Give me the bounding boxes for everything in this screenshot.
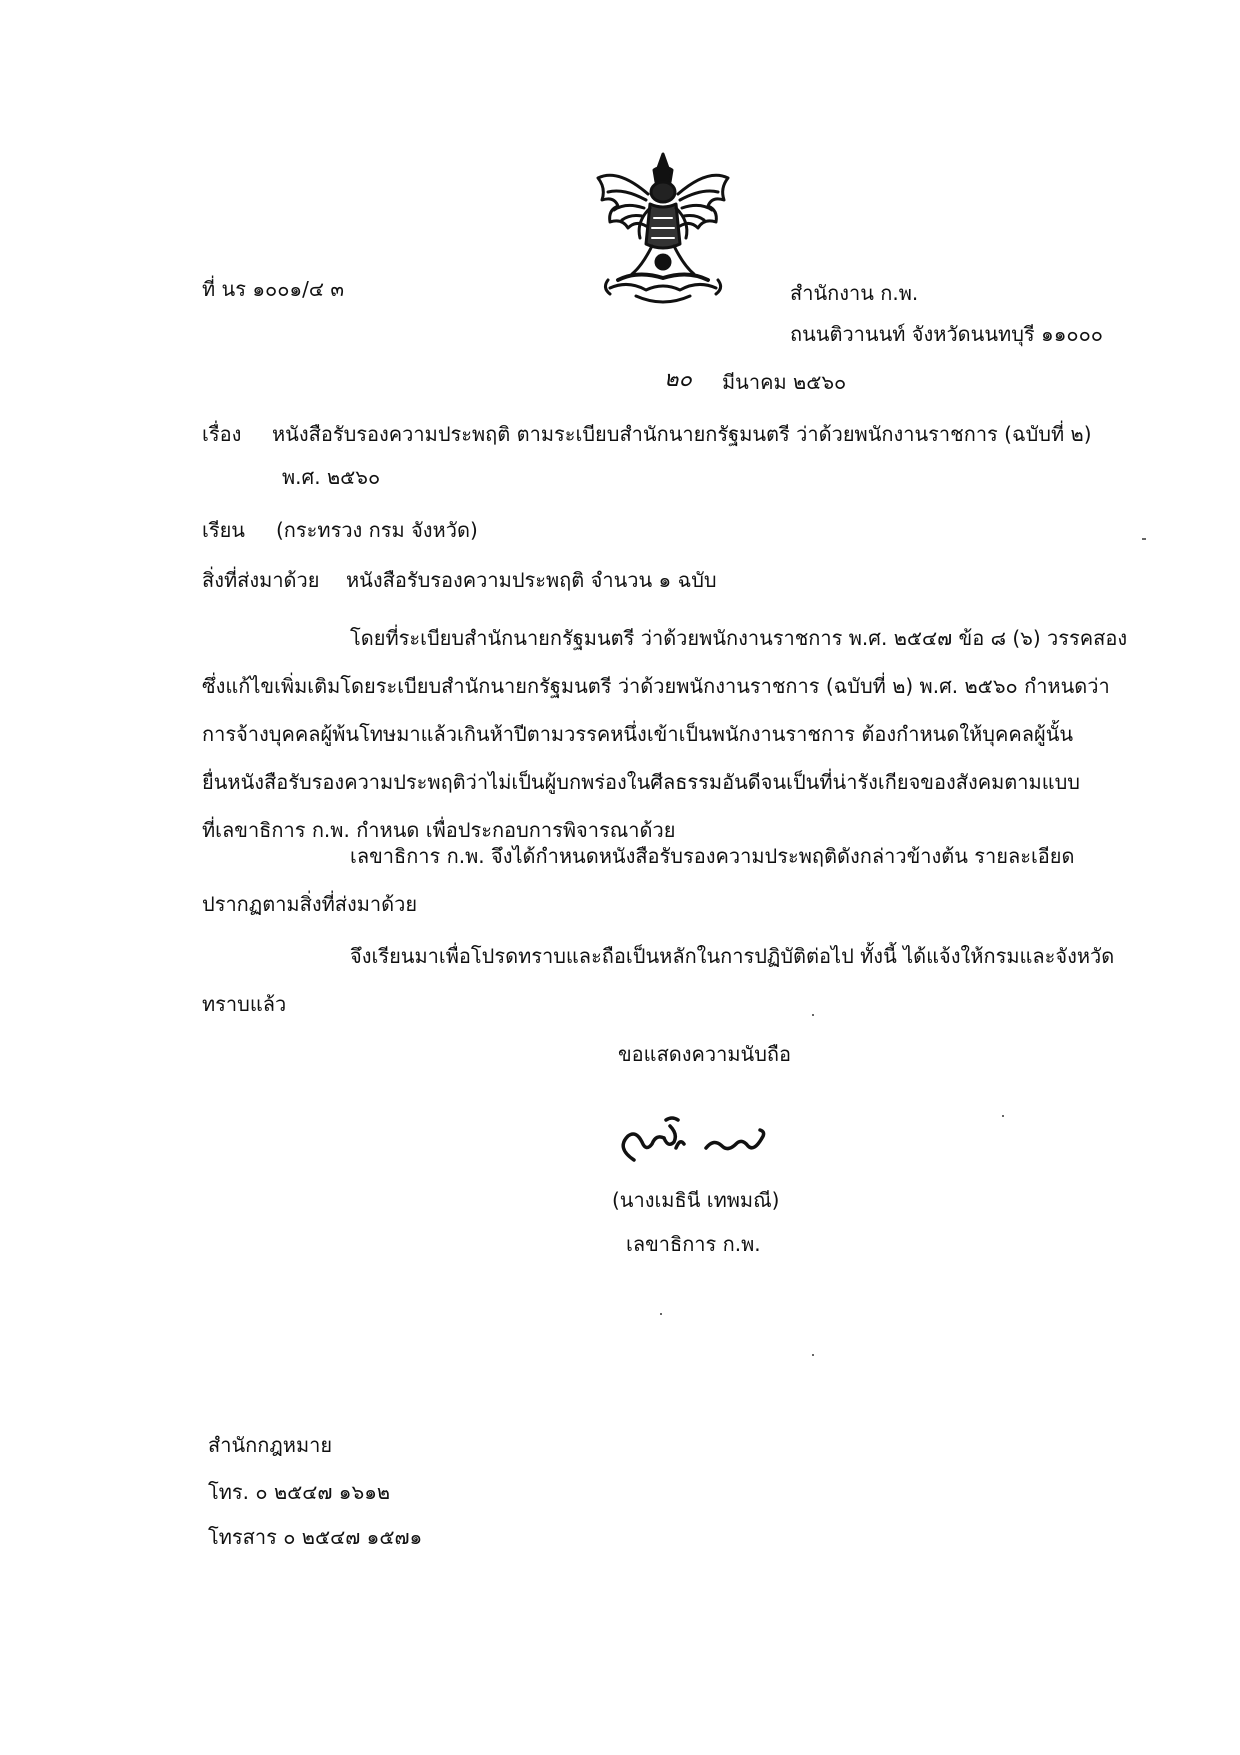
body-paragraph-3	[202, 932, 1122, 1028]
recipient-label: เรียน	[202, 518, 245, 542]
signatory-name: (นางเมธินี เทพมณี)	[612, 1188, 780, 1212]
date-day: ๒๐	[664, 367, 692, 392]
scan-speck	[812, 1014, 814, 1016]
footer-fax: โทรสาร ๐ ๒๕๔๗ ๑๕๗๑	[208, 1525, 423, 1549]
scan-speck	[1002, 1115, 1004, 1117]
body-line: ซึ่งแก้ไขเพิ่มเติมโดยระเบียบสำนักนายกรัฐมนตรี ว่าด้วยพนักงานราชการ (ฉบับที่ ๒) พ.ศ. ๒๕๖๐ กำหนดว่า	[202, 674, 1110, 698]
enclosure-value: หนังสือรับรองความประพฤติ จำนวน ๑ ฉบับ	[346, 568, 717, 592]
body-line: ปรากฏตามสิ่งที่ส่งมาด้วย	[202, 892, 418, 916]
enclosure-label: สิ่งที่ส่งมาด้วย	[202, 568, 320, 592]
reference-number: ที่ นร ๑๐๐๑/๔ ๓	[202, 277, 345, 301]
body-line: โดยที่ระเบียบสำนักนายกรัฐมนตรี ว่าด้วยพนักงานราชการ พ.ศ. ๒๕๔๗ ข้อ ๘ (๖) วรรคสอง	[350, 626, 1128, 650]
footer-phone: โทร. ๐ ๒๕๔๗ ๑๖๑๒	[208, 1480, 391, 1504]
scan-speck	[660, 1313, 662, 1315]
subject-line-2: พ.ศ. ๒๕๖๐	[282, 465, 381, 489]
body-line: การจ้างบุคคลผู้พ้นโทษมาแล้วเกินห้าปีตามวรรคหนึ่งเข้าเป็นพนักงานราชการ ต้องกำหนดให้บุคคลผู้นั้น	[202, 722, 1074, 746]
footer-department: สำนักกฎหมาย	[208, 1433, 333, 1457]
body-line: เลขาธิการ ก.พ. จึงได้กำหนดหนังสือรับรองความประพฤติดังกล่าวข้างต้น รายละเอียด	[350, 844, 1075, 868]
subject-label: เรื่อง	[202, 422, 242, 446]
handwritten-signature-icon	[606, 1108, 786, 1178]
date-month-year: มีนาคม ๒๕๖๐	[722, 370, 847, 394]
body-line: ยื่นหนังสือรับรองความประพฤติว่าไม่เป็นผู้บกพร่องในศีลธรรมอันดีจนเป็นที่น่ารังเกียจของสังคมตามแบบ	[202, 770, 1080, 794]
body-line: ที่เลขาธิการ ก.พ. กำหนด เพื่อประกอบการพิจารณาด้วย	[202, 818, 676, 842]
body-line: จึงเรียนมาเพื่อโปรดทราบและถือเป็นหลักในการปฏิบัติต่อไป ทั้งนี้ ได้แจ้งให้กรมและจังหวัด	[350, 944, 1115, 968]
subject-line-1: หนังสือรับรองความประพฤติ ตามระเบียบสำนักนายกรัฐมนตรี ว่าด้วยพนักงานราชการ (ฉบับที่ ๒)	[272, 422, 1092, 446]
body-line: ทราบแล้ว	[202, 992, 287, 1016]
office-address: ถนนติวานนท์ จังหวัดนนทบุรี ๑๑๐๐๐	[790, 322, 1104, 346]
scan-speck	[1142, 538, 1146, 540]
closing-salutation: ขอแสดงความนับถือ	[618, 1042, 792, 1066]
garuda-emblem-icon	[588, 148, 738, 318]
body-paragraph-1	[202, 614, 1128, 854]
recipient-value: (กระทรวง กรม จังหวัด)	[276, 518, 478, 542]
office-name: สำนักงาน ก.พ.	[790, 281, 919, 305]
signatory-title: เลขาธิการ ก.พ.	[626, 1232, 761, 1256]
scan-speck	[812, 1354, 814, 1356]
body-paragraph-2	[202, 832, 1122, 928]
